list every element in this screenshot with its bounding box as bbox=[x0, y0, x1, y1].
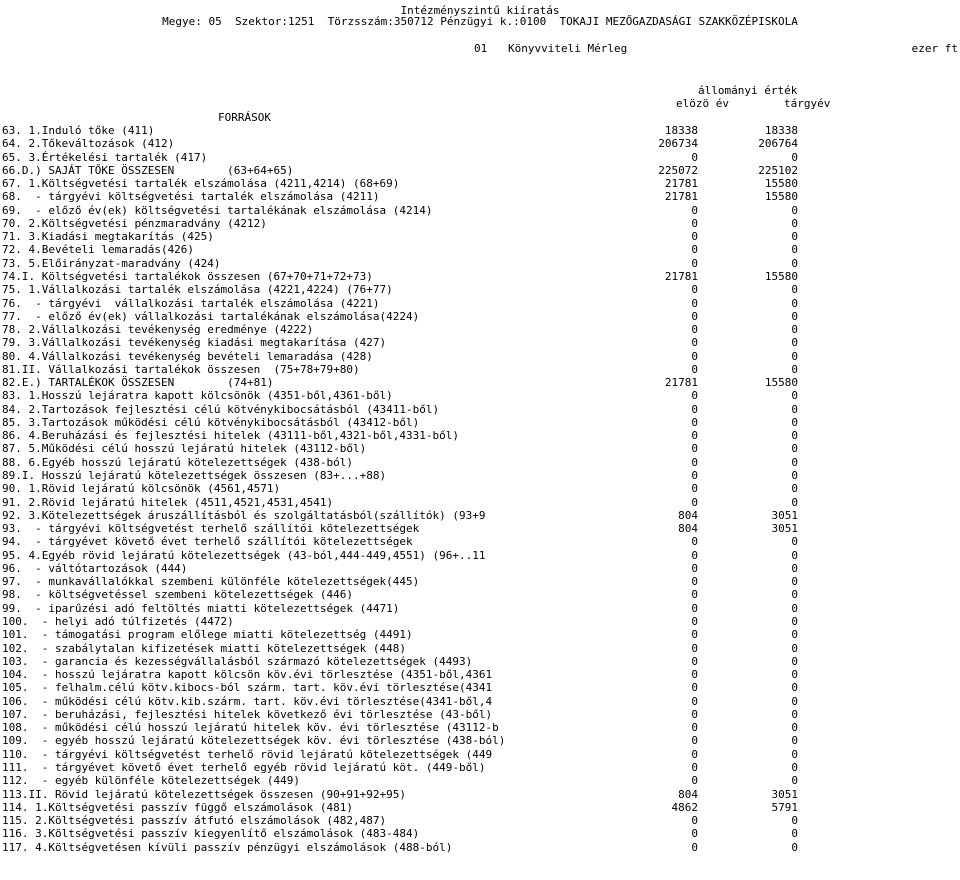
prev-year-value: 804 bbox=[678, 787, 698, 801]
value-group-header: állományi érték bbox=[698, 84, 798, 97]
table-row bbox=[0, 442, 960, 455]
prev-year-value: 0 bbox=[691, 601, 698, 615]
table-row bbox=[0, 243, 960, 256]
row-label: 98. - költségvetéssel szembeni kötelezettségek (446) bbox=[2, 588, 353, 602]
row-label: 74.I. Költségvetési tartalékok összesen (67+70+71+72+73) bbox=[2, 269, 373, 283]
prev-year-value: 206734 bbox=[658, 137, 698, 151]
row-label: 64. 2.Tőkeváltozások (412) bbox=[2, 137, 175, 151]
current-year-value: 0 bbox=[791, 256, 798, 270]
table-row bbox=[0, 575, 960, 588]
prev-year-value: 0 bbox=[691, 814, 698, 828]
table-row bbox=[0, 283, 960, 296]
row-label: 111. - tárgyévet követő évet terhelő egyéb rövid lejáratú köt. (449-ből) bbox=[2, 760, 486, 774]
prev-year-value: 0 bbox=[691, 535, 698, 549]
table-row bbox=[0, 628, 960, 641]
table-row bbox=[0, 124, 960, 137]
row-label: 115. 2.Költségvetési passzív átfutó elszámolások (482,487) bbox=[2, 814, 387, 828]
table-row bbox=[0, 376, 960, 389]
current-year-value: 3051 bbox=[771, 787, 798, 801]
prev-year-value: 21781 bbox=[664, 177, 698, 191]
table-row bbox=[0, 257, 960, 270]
current-year-value: 0 bbox=[791, 575, 798, 589]
prev-year-value: 0 bbox=[691, 548, 698, 562]
row-label: 75. 1.Vállalkozási tartalék elszámolása (4221,4224) (76+77) bbox=[2, 283, 393, 297]
prev-year-value: 804 bbox=[678, 508, 698, 522]
row-label: 83. 1.Hosszú lejáratra kapott kölcsönök (4351-ből,4361-ből) bbox=[2, 389, 393, 403]
current-year-value: 15580 bbox=[764, 376, 798, 390]
prev-year-value: 0 bbox=[691, 668, 698, 682]
table-row bbox=[0, 363, 960, 376]
current-year-value: 0 bbox=[791, 336, 798, 350]
table-row bbox=[0, 496, 960, 509]
current-year-value: 0 bbox=[791, 760, 798, 774]
prev-year-value: 18338 bbox=[664, 124, 698, 137]
prev-year-value: 0 bbox=[691, 707, 698, 721]
table-row bbox=[0, 668, 960, 681]
table-row bbox=[0, 695, 960, 708]
row-label: 76. - tárgyévi vállalkozási tartalék elszámolása (4221) bbox=[2, 296, 380, 310]
prev-year-value: 225072 bbox=[658, 163, 698, 177]
prev-year-value: 0 bbox=[691, 336, 698, 350]
row-label: 86. 4.Beruházási és fejlesztési hitelek (43111-ből,4321-ből,4331-ből) bbox=[2, 429, 459, 443]
current-year-value: 15580 bbox=[764, 190, 798, 204]
row-label: 106. - működési célú kötv.kib.szárm. tart. köv.évi törlesztése(4341-ből,4 bbox=[2, 694, 493, 708]
prev-year-value: 0 bbox=[691, 681, 698, 695]
current-year-value: 0 bbox=[791, 721, 798, 735]
row-label: 87. 5.Működési célú hosszú lejáratú hitelek (43112-ből) bbox=[2, 442, 367, 456]
table-row bbox=[0, 270, 960, 283]
current-year-value: 0 bbox=[791, 389, 798, 403]
current-year-value: 0 bbox=[791, 668, 798, 682]
table-row bbox=[0, 734, 960, 747]
row-label: 90. 1.Rövid lejáratú kölcsönök (4561,4571) bbox=[2, 482, 281, 496]
current-year-value: 0 bbox=[791, 243, 798, 257]
current-year-value: 0 bbox=[791, 747, 798, 761]
column-header-prev-year: elözö év bbox=[676, 97, 729, 110]
report-number: 01 bbox=[474, 42, 488, 55]
table-row bbox=[0, 429, 960, 442]
table-row bbox=[0, 190, 960, 203]
row-label: 113.II. Rövid lejáratú kötelezettségek összesen (90+91+92+95) bbox=[2, 787, 406, 801]
prev-year-value: 0 bbox=[691, 362, 698, 376]
row-label: 84. 2.Tartozások fejlesztési célú kötvénykibocsátásból (43411-ből) bbox=[2, 402, 440, 416]
table-row bbox=[0, 588, 960, 601]
row-label: 116. 3.Költségvetési passzív kiegyenlítő elszámolások (483-484) bbox=[2, 827, 420, 841]
row-label: 85. 3.Tartozások működési célú kötvénykibocsátásból (43412-ből) bbox=[2, 415, 420, 429]
row-label: 88. 6.Egyéb hosszú lejáratú kötelezettségek (438-ból) bbox=[2, 455, 353, 469]
table-row bbox=[0, 814, 960, 827]
current-year-value: 0 bbox=[791, 814, 798, 828]
prev-year-value: 804 bbox=[678, 522, 698, 536]
current-year-value: 0 bbox=[791, 309, 798, 323]
current-year-value: 0 bbox=[791, 362, 798, 376]
current-year-value: 206764 bbox=[758, 137, 798, 151]
row-label: 78. 2.Vállalkozási tevékenység eredménye (4222) bbox=[2, 323, 314, 337]
table-row bbox=[0, 204, 960, 217]
row-label: 70. 2.Költségvetési pénzmaradvány (4212) bbox=[2, 216, 267, 230]
prev-year-value: 0 bbox=[691, 349, 698, 363]
current-year-value: 0 bbox=[791, 548, 798, 562]
current-year-value: 0 bbox=[791, 694, 798, 708]
row-label: 103. - garancia és kezességvállalásból származó kötelezettségek (4493) bbox=[2, 654, 473, 668]
table-row bbox=[0, 350, 960, 363]
table-row bbox=[0, 137, 960, 150]
row-label: 105. - felhalm.célú kötv.kibocs-ból szárm. tart. köv.évi törlesztése(4341 bbox=[2, 681, 493, 695]
prev-year-value: 0 bbox=[691, 482, 698, 496]
row-label: 97. - munkavállalókkal szembeni különféle kötelezettségek(445) bbox=[2, 575, 420, 589]
row-label: 93. - tárgyévi költségvetést terhelő szállítói kötelezettségek bbox=[2, 522, 420, 536]
current-year-value: 0 bbox=[791, 681, 798, 695]
current-year-value: 0 bbox=[791, 707, 798, 721]
table-row bbox=[0, 827, 960, 840]
table-row bbox=[0, 615, 960, 628]
table-row bbox=[0, 310, 960, 323]
table-row bbox=[0, 177, 960, 190]
current-year-value: 18338 bbox=[764, 124, 798, 137]
row-label: 96. - váltótartozások (444) bbox=[2, 561, 188, 575]
row-label: 81.II. Vállalkozási tartalékok összesen (75+78+79+80) bbox=[2, 362, 360, 376]
current-year-value: 15580 bbox=[764, 269, 798, 283]
prev-year-value: 0 bbox=[691, 243, 698, 257]
prev-year-value: 0 bbox=[691, 641, 698, 655]
prev-year-value: 0 bbox=[691, 415, 698, 429]
table-row bbox=[0, 151, 960, 164]
row-label: 117. 4.Költségvetésen kívüli passzív pénzügyi elszámolások (488-ból) bbox=[2, 840, 453, 854]
report-title: Intézményszintű kiíratás bbox=[400, 4, 560, 17]
prev-year-value: 0 bbox=[691, 203, 698, 217]
table-row bbox=[0, 748, 960, 761]
row-label: 104. - hosszú lejáratra kapott kölcsön köv.évi törlesztése (4351-ből,4361 bbox=[2, 668, 493, 682]
table-row bbox=[0, 509, 960, 522]
prev-year-value: 0 bbox=[691, 283, 698, 297]
row-label: 92. 3.Kötelezettségek áruszállításból és szolgáltatásból(szállítók) (93+9 bbox=[2, 508, 486, 522]
row-label: 100. - helyi adó túlfizetés (4472) bbox=[2, 614, 234, 628]
prev-year-value: 0 bbox=[691, 256, 698, 270]
table-row bbox=[0, 230, 960, 243]
current-year-value: 0 bbox=[791, 654, 798, 668]
prev-year-value: 0 bbox=[691, 654, 698, 668]
prev-year-value: 0 bbox=[691, 721, 698, 735]
prev-year-value: 0 bbox=[691, 323, 698, 337]
table-row bbox=[0, 801, 960, 814]
prev-year-value: 0 bbox=[691, 734, 698, 748]
current-year-value: 225102 bbox=[758, 163, 798, 177]
current-year-value: 0 bbox=[791, 495, 798, 509]
row-label: 71. 3.Kiadási megtakarítás (425) bbox=[2, 230, 214, 244]
prev-year-value: 0 bbox=[691, 442, 698, 456]
prev-year-value: 0 bbox=[691, 588, 698, 602]
row-label: 109. - egyéb hosszú lejáratú kötelezettségek köv. évi törlesztése (438-ból) bbox=[2, 734, 506, 748]
institution-info: Megye: 05 Szektor:1251 Törzsszám:350712 Pénzügyi k.:0100 TOKAJI MEZŐGAZDASÁGI SZAKKÖZÉPISKOLA bbox=[162, 15, 798, 28]
current-year-value: 0 bbox=[791, 429, 798, 443]
row-label: 108. - működési célú hosszú lejáratú hitelek köv. évi törlesztése (43112-b bbox=[2, 721, 499, 735]
table-row bbox=[0, 642, 960, 655]
table-row bbox=[0, 708, 960, 721]
table-row bbox=[0, 403, 960, 416]
current-year-value: 0 bbox=[791, 641, 798, 655]
report-name: Könyvviteli Mérleg bbox=[508, 42, 628, 55]
current-year-value: 0 bbox=[791, 216, 798, 230]
row-label: 112. - egyéb különféle kötelezettségek (449) bbox=[2, 774, 301, 788]
row-label: 77. - előző év(ek) vállalkozási tartalékának elszámolása(4224) bbox=[2, 309, 420, 323]
row-label: 67. 1.Költségvetési tartalék elszámolása (4211,4214) (68+69) bbox=[2, 177, 400, 191]
current-year-value: 0 bbox=[791, 415, 798, 429]
prev-year-value: 0 bbox=[691, 469, 698, 483]
row-label: 101. - támogatási program előlege miatti kötelezettség (4491) bbox=[2, 628, 413, 642]
prev-year-value: 0 bbox=[691, 575, 698, 589]
prev-year-value: 0 bbox=[691, 230, 698, 244]
current-year-value: 0 bbox=[791, 482, 798, 496]
row-label: 114. 1.Költségvetési passzív függő elszámolások (481) bbox=[2, 800, 353, 814]
row-label: 63. 1.Induló tőke (411) bbox=[2, 124, 155, 137]
current-year-value: 0 bbox=[791, 469, 798, 483]
prev-year-value: 0 bbox=[691, 296, 698, 310]
table-row bbox=[0, 535, 960, 548]
table-row bbox=[0, 721, 960, 734]
prev-year-value: 0 bbox=[691, 402, 698, 416]
current-year-value: 0 bbox=[791, 296, 798, 310]
current-year-value: 5791 bbox=[771, 800, 798, 814]
row-label: 80. 4.Vállalkozási tevékenység bevételi lemaradása (428) bbox=[2, 349, 373, 363]
prev-year-value: 21781 bbox=[664, 376, 698, 390]
current-year-value: 0 bbox=[791, 442, 798, 456]
table-row bbox=[0, 788, 960, 801]
row-label: 94. - tárgyévet követő évet terhelő szállítói kötelezettségek bbox=[2, 535, 413, 549]
section-title: FORRÁSOK bbox=[218, 111, 271, 124]
table-row bbox=[0, 681, 960, 694]
table-row bbox=[0, 655, 960, 668]
current-year-value: 3051 bbox=[771, 508, 798, 522]
prev-year-value: 0 bbox=[691, 827, 698, 841]
row-label: 102. - szabálytalan kifizetések miatti kötelezettségek (448) bbox=[2, 641, 406, 655]
table-row bbox=[0, 602, 960, 615]
prev-year-value: 0 bbox=[691, 760, 698, 774]
row-label: 68. - tárgyévi költségvetési tartalék elszámolása (4211) bbox=[2, 190, 380, 204]
current-year-value: 15580 bbox=[764, 177, 798, 191]
row-label: 110. - tárgyévi költségvetést terhelő rövid lejáratú kötelezettségek (449 bbox=[2, 747, 493, 761]
prev-year-value: 0 bbox=[691, 628, 698, 642]
prev-year-value: 0 bbox=[691, 150, 698, 164]
current-year-value: 0 bbox=[791, 601, 798, 615]
current-year-value: 0 bbox=[791, 323, 798, 337]
current-year-value: 0 bbox=[791, 588, 798, 602]
row-label: 82.E.) TARTALÉKOK ÖSSZESEN (74+81) bbox=[2, 376, 274, 390]
prev-year-value: 0 bbox=[691, 614, 698, 628]
current-year-value: 3051 bbox=[771, 522, 798, 536]
current-year-value: 0 bbox=[791, 827, 798, 841]
table-row bbox=[0, 323, 960, 336]
prev-year-value: 0 bbox=[691, 389, 698, 403]
prev-year-value: 0 bbox=[691, 309, 698, 323]
prev-year-value: 21781 bbox=[664, 190, 698, 204]
table-row bbox=[0, 774, 960, 787]
prev-year-value: 0 bbox=[691, 495, 698, 509]
row-label: 73. 5.Előirányzat-maradvány (424) bbox=[2, 256, 221, 270]
current-year-value: 0 bbox=[791, 535, 798, 549]
row-label: 95. 4.Egyéb rövid lejáratú kötelezettségek (43-ból,444-449,4551) (96+..11 bbox=[2, 548, 486, 562]
row-label: 107. - beruházási, fejlesztési hitelek következő évi törlesztése (43-ből) bbox=[2, 707, 493, 721]
current-year-value: 0 bbox=[791, 402, 798, 416]
table-row bbox=[0, 761, 960, 774]
prev-year-value: 0 bbox=[691, 561, 698, 575]
prev-year-value: 0 bbox=[691, 774, 698, 788]
table-row bbox=[0, 416, 960, 429]
column-header-current-year: tárgyév bbox=[784, 97, 831, 110]
current-year-value: 0 bbox=[791, 230, 798, 244]
current-year-value: 0 bbox=[791, 283, 798, 297]
table-row bbox=[0, 164, 960, 177]
table-row bbox=[0, 841, 960, 854]
table-row bbox=[0, 297, 960, 310]
prev-year-value: 4862 bbox=[671, 800, 698, 814]
table-row bbox=[0, 549, 960, 562]
row-label: 99. - iparűzési adó feltöltés miatti kötelezettségek (4471) bbox=[2, 601, 400, 615]
prev-year-value: 0 bbox=[691, 840, 698, 854]
prev-year-value: 0 bbox=[691, 455, 698, 469]
table-row bbox=[0, 562, 960, 575]
row-label: 65. 3.Értékelési tartalék (417) bbox=[2, 150, 208, 164]
row-label: 69. - előző év(ek) költségvetési tartalékának elszámolása (4214) bbox=[2, 203, 433, 217]
current-year-value: 0 bbox=[791, 203, 798, 217]
current-year-value: 0 bbox=[791, 614, 798, 628]
current-year-value: 0 bbox=[791, 734, 798, 748]
row-label: 89.I. Hosszú lejáratú kötelezettségek összesen (83+...+88) bbox=[2, 469, 387, 483]
prev-year-value: 0 bbox=[691, 429, 698, 443]
current-year-value: 0 bbox=[791, 349, 798, 363]
current-year-value: 0 bbox=[791, 150, 798, 164]
table-row bbox=[0, 217, 960, 230]
prev-year-value: 21781 bbox=[664, 269, 698, 283]
current-year-value: 0 bbox=[791, 561, 798, 575]
table-row bbox=[0, 389, 960, 402]
table-row bbox=[0, 456, 960, 469]
current-year-value: 0 bbox=[791, 628, 798, 642]
table-row bbox=[0, 336, 960, 349]
prev-year-value: 0 bbox=[691, 747, 698, 761]
table-row bbox=[0, 522, 960, 535]
prev-year-value: 0 bbox=[691, 694, 698, 708]
unit-label: ezer ft bbox=[911, 42, 958, 55]
row-label: 91. 2.Rövid lejáratú hitelek (4511,4521,4531,4541) bbox=[2, 495, 334, 509]
row-label: 72. 4.Bevételi lemaradás(426) bbox=[2, 243, 195, 257]
row-label: 79. 3.Vállalkozási tevékenység kiadási megtakarítása (427) bbox=[2, 336, 387, 350]
current-year-value: 0 bbox=[791, 840, 798, 854]
prev-year-value: 0 bbox=[691, 216, 698, 230]
current-year-value: 0 bbox=[791, 774, 798, 788]
table-row bbox=[0, 482, 960, 495]
table-row bbox=[0, 469, 960, 482]
row-label: 66.D.) SAJÁT TŐKE ÖSSZESEN (63+64+65) bbox=[2, 163, 294, 177]
current-year-value: 0 bbox=[791, 455, 798, 469]
